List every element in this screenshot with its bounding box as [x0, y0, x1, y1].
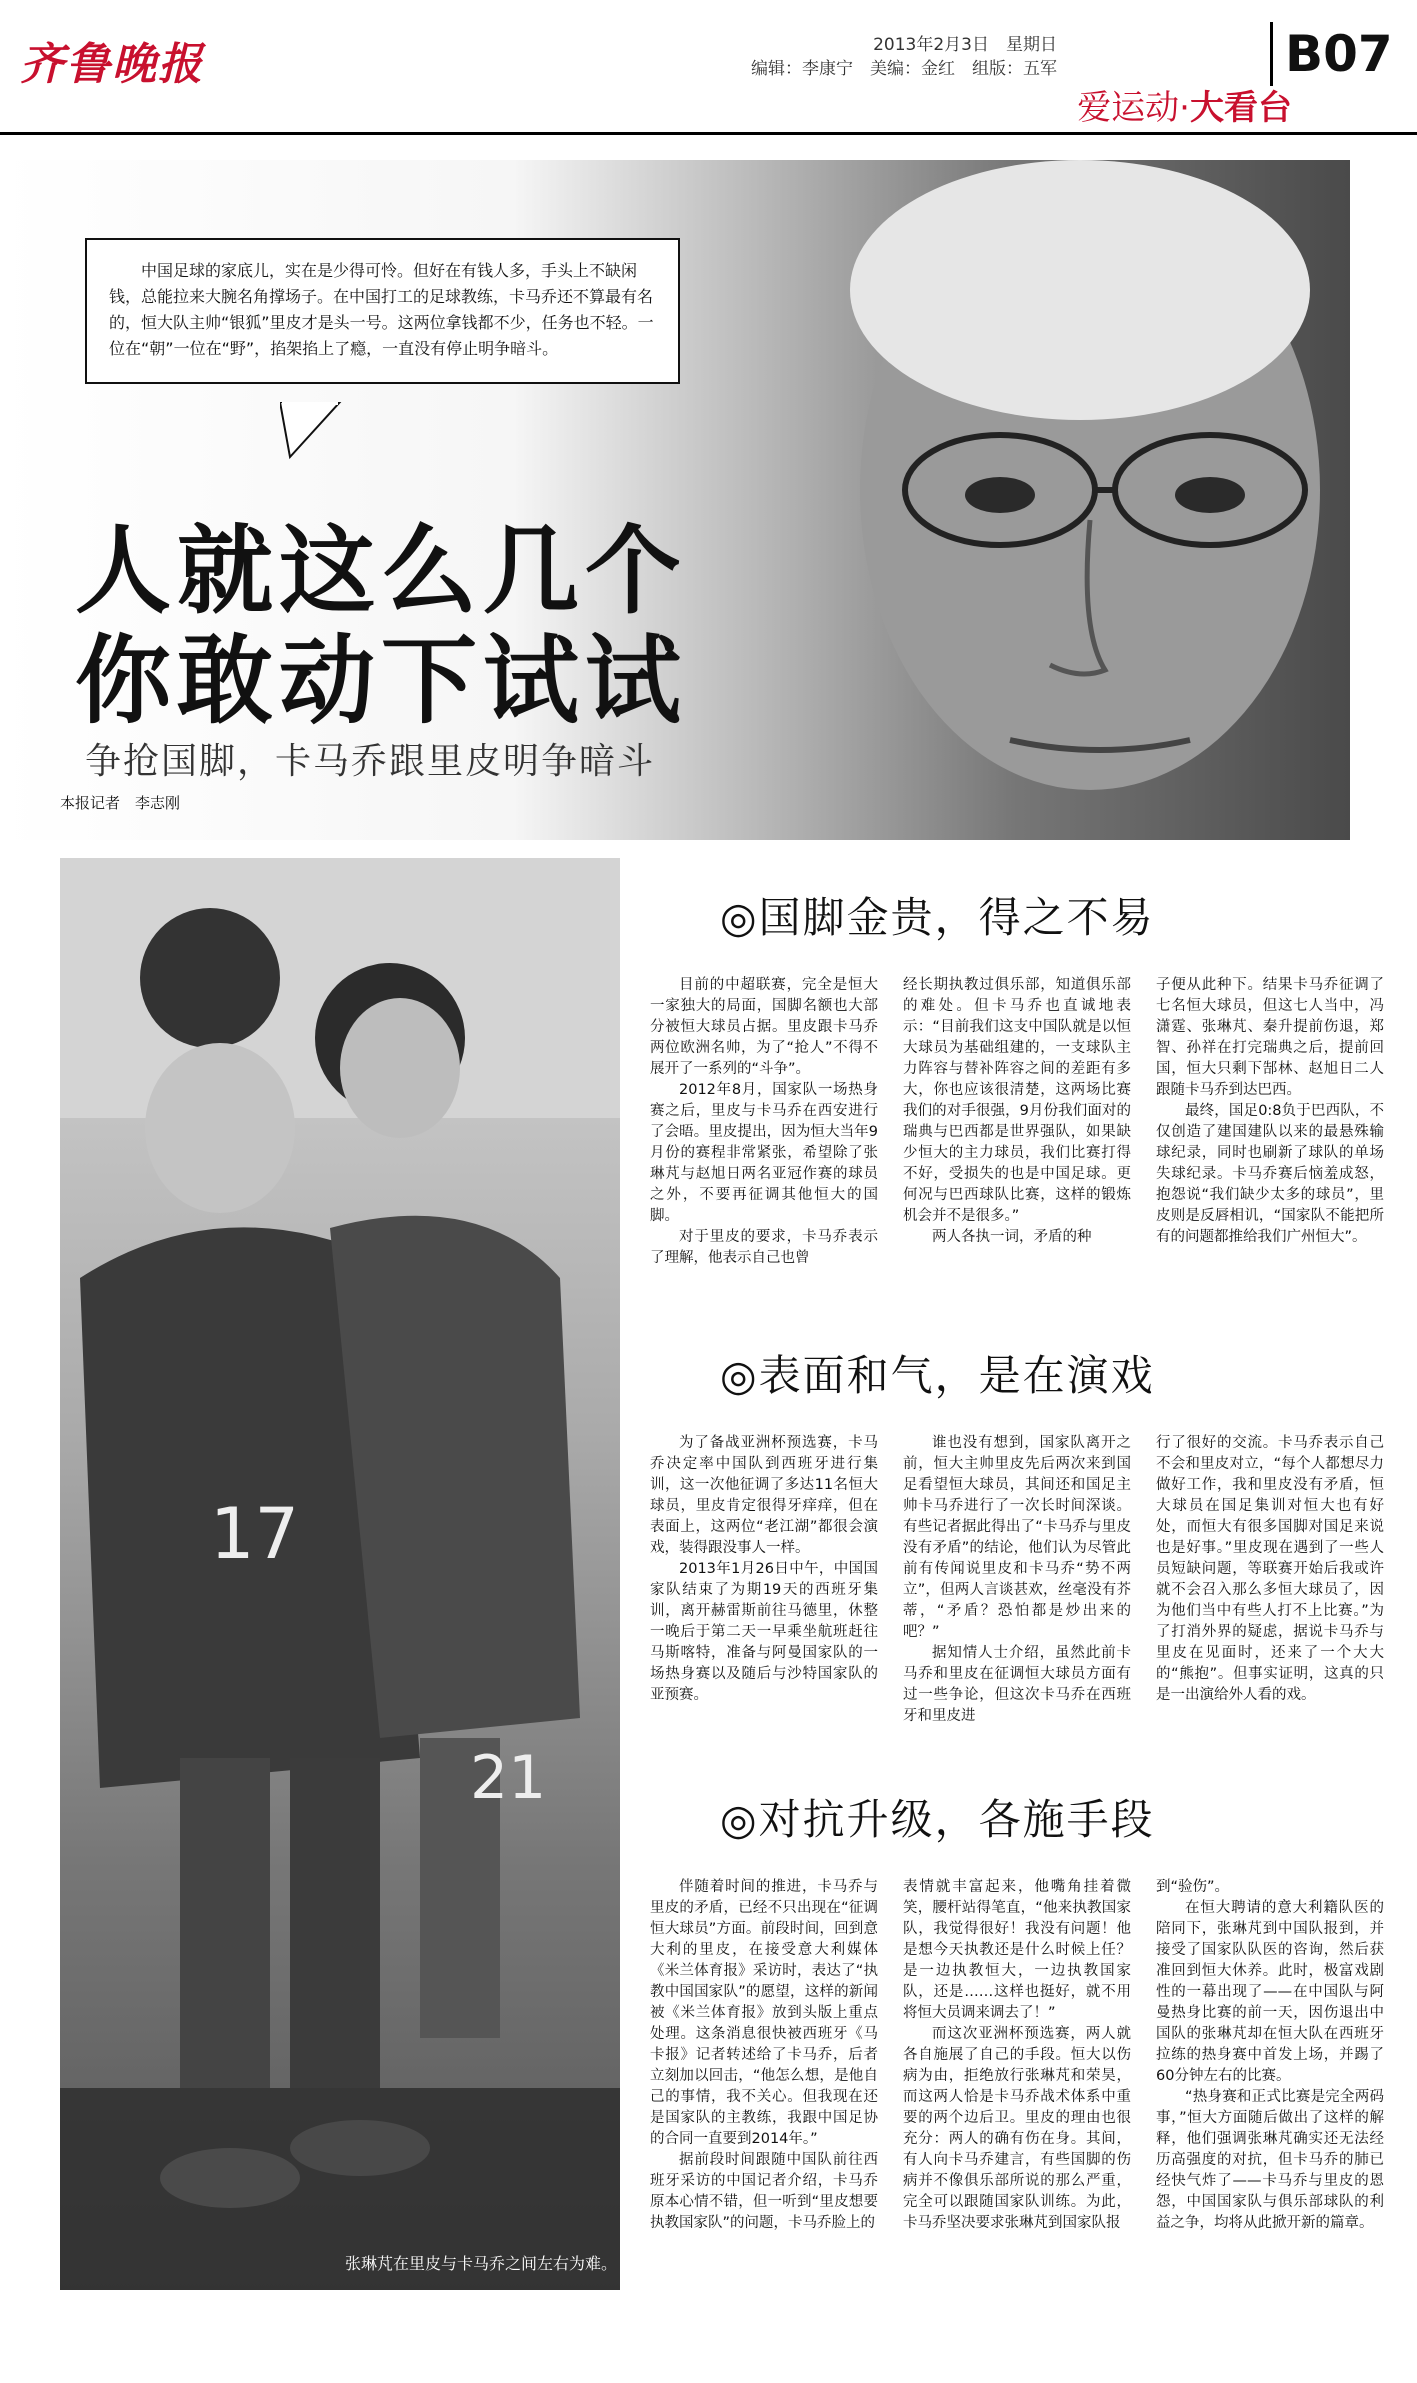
article-column — [650, 1433, 878, 1706]
section-heading-2: ◎表面和气，是在演戏 — [720, 1351, 1155, 1400]
article-column — [1156, 975, 1384, 1248]
quote-bubble: 中国足球的家底儿，实在是少得可怜。但好在有钱人多，手头上不缺闲钱，总能拉来大腕名角撑场子。在中国打工的足球教练，卡马乔还不算最有名的，恒大队主帅“银狐”里皮才是头一号。这两位拿钱都不少，任务也不轻。一位在“朝”一位在“野”，掐架掐上了瘾，一直没有停止明争暗斗。 — [85, 238, 680, 384]
article-column — [1156, 1433, 1384, 1706]
paragraph: 对于里皮的要求，卡马乔表示了理解，他表示自己也曾 — [650, 1229, 878, 1266]
paragraph: 2012年8月，国家队一场热身赛之后，里皮与卡马乔在西安进行了会晤。里皮提出，因为恒大当年9月份的赛程非常紧张，希望除了张琳芃与赵旭日两名亚冠作赛的球员之外，不要再征调其他恒大的国脚。 — [650, 1082, 878, 1224]
paragraph: 两人各执一词，矛盾的种 — [932, 1229, 1092, 1245]
paragraph: 子便从此种下。结果卡马乔征调了七名恒大球员，但这七人当中，冯潇霆、张琳芃、秦升提前伤退，郑智、孙祥在打完瑞典之后，提前回国，恒大只剩下郜林、赵旭日二人跟随卡马乔到达巴西。 — [1156, 977, 1384, 1098]
players-photo — [60, 858, 620, 2290]
article-column — [650, 975, 878, 1269]
section-title-a: 爱运动· — [1077, 88, 1190, 128]
paragraph: 表情就丰富起来，他嘴角挂着微笑，腰杆站得笔直，“他来执教国家队，我觉得很好！我没有问题！他是想今天执教还是什么时候上任？是一边执教恒大，一边执教国家队，还是……这样也挺好，就不用将恒大员调来调去了！” — [903, 1879, 1131, 2021]
paragraph: 据知情人士介绍，虽然此前卡马乔和里皮在征调恒大球员方面有过一些争论，但这次卡马乔在西班牙和里皮进 — [903, 1645, 1131, 1724]
paragraph: 到“验伤”。 — [1156, 1879, 1230, 1895]
section-heading-1: ◎国脚金贵，得之不易 — [720, 893, 1155, 942]
coach-portrait — [750, 160, 1350, 840]
subheadline: 争抢国脚，卡马乔跟里皮明争暗斗 — [85, 741, 656, 782]
section-heading-3: ◎对抗升级，各施手段 — [720, 1795, 1155, 1844]
headline-line-2: 你敢动下试试 — [75, 625, 687, 737]
paragraph: 目前的中超联赛，完全是恒大一家独大的局面，国脚名额也大部分被恒大球员占据。里皮跟卡马乔两位欧洲名帅，为了“抢人”不得不展开了一系列的“斗争”。 — [650, 977, 878, 1077]
paragraph: 伴随着时间的推进，卡马乔与里皮的矛盾，已经不只出现在“征调恒大球员”方面。前段时间，回到意大利的里皮，在接受意大利媒体《米兰体育报》采访时，表达了“执教中国国家队”的愿望，这样的新闻被《米兰体育报》放到头版上重点处理。这条消息很快被西班牙《马卡报》记者转述给了卡马乔，后者立刻加以回击，“他怎么想，是他自己的事情，我不关心。但我现在还是国家队的主教练，我跟中国足协的合同一直要到2014年。” — [650, 1879, 878, 2147]
article-column — [903, 1877, 1131, 2234]
headline-line-1: 人就这么几个 — [75, 515, 687, 627]
paragraph: 经长期执教过俱乐部，知道俱乐部的难处。但卡马乔也直诚地表示：“目前我们这支中国队就是以恒大球员为基础组建的，一支球队主力阵容与替补阵容之间的差距有多大，你也应该很清楚，这两场比赛我们的对手很强，9月份我们面对的瑞典与巴西都是世界强队，如果缺少恒大的主力球员，我们比赛打得不好，受损失的也是中国足球。更何况与巴西球队比赛，这样的锻炼机会并不是很多。” — [903, 977, 1131, 1224]
article-column — [903, 1433, 1131, 1727]
paragraph: 为了备战亚洲杯预选赛，卡马乔决定率中国队到西班牙进行集训，这一次他征调了多达11名恒大球员，里皮肯定很得牙痒痒，但在表面上，这两位“老江湖”都很会演戏，装得跟没事人一样。 — [650, 1435, 878, 1556]
page-number: B07 — [1270, 22, 1405, 86]
article-column — [650, 1877, 878, 2234]
byline: 本报记者 李志刚 — [60, 794, 181, 812]
section-title-b: 大看台 — [1190, 88, 1292, 128]
article-column — [1156, 1877, 1384, 2234]
date-line: 2013年2月3日 星期日 — [873, 35, 1057, 55]
article-column — [903, 975, 1131, 1248]
jersey-number-21: 21 — [470, 1743, 547, 1813]
editor-line: 编辑：李康宁 美编：金红 组版：五军 — [751, 59, 1057, 79]
masthead-logo: 齐鲁晚报 — [20, 39, 204, 90]
paragraph: 行了很好的交流。卡马乔表示自己不会和里皮对立，“每个人都想尽力做好工作，我和里皮没有矛盾，恒大球员在国足集训对恒大也有好处，而恒大有很多国脚对国足来说也是好事。”里皮现在遇到了一些人员短缺问题，等联赛开始后我或许就不会召入那么多恒大球员了，因为他们当中有些人打不上比赛。”为了打消外界的疑虑，据说卡马乔与里皮在见面时，还来了一个大大的“熊抱”。但事实证明，这真的只是一出演给外人看的戏。 — [1156, 1435, 1384, 1703]
jersey-number-17: 17 — [210, 1493, 300, 1575]
paragraph: 2013年1月26日中午，中国国家队结束了为期19天的西班牙集训，离开赫雷斯前往马德里，休整一晚后于第二天一早乘坐航班赶往马斯喀特，准备与阿曼国家队的一场热身赛以及随后与沙特国家队的亚预赛。 — [650, 1561, 878, 1703]
paragraph: 而这次亚洲杯预选赛，两人就各自施展了自己的手段。恒大以伤病为由，拒绝放行张琳芃和荣昊，而这两人恰是卡马乔战术体系中重要的两个边后卫。里皮的理由也很充分：两人的确有伤在身。其间，有人向卡马乔建言，有些国脚的伤病并不像俱乐部所说的那么严重，完全可以跟随国家队训练。为此，卡马乔坚决要求张琳芃到国家队报 — [903, 2026, 1131, 2231]
section-title — [1077, 80, 1292, 129]
header-rule — [0, 132, 1417, 135]
photo-caption: 张琳芃在里皮与卡马乔之间左右为难。 — [345, 2254, 618, 2273]
bubble-tail — [280, 402, 360, 462]
paragraph: 据前段时间跟随中国队前往西班牙采访的中国记者介绍，卡马乔原本心情不错，但一听到“里皮想要执教国家队”的问题，卡马乔脸上的 — [650, 2152, 878, 2231]
paragraph: “热身赛和正式比赛是完全两码事，”恒大方面随后做出了这样的解释，他们强调张琳芃确实还无法经历高强度的对抗，但卡马乔的肺已经快气炸了——卡马乔与里皮的恩怨，中国国家队与俱乐部球队的利益之争，均将从此掀开新的篇章。 — [1156, 2089, 1384, 2231]
paragraph: 谁也没有想到，国家队离开之前，恒大主帅里皮先后两次来到国足看望恒大球员，其间还和国足主帅卡马乔进行了一次长时间深谈。有些记者据此得出了“卡马乔与里皮没有矛盾”的结论，他们认为尽管此前有传闻说里皮和卡马乔“势不两立”，但两人言谈甚欢，丝毫没有芥蒂，“矛盾？恐怕都是炒出来的吧？” — [903, 1435, 1131, 1640]
paragraph: 最终，国足0:8负于巴西队，不仅创造了建国建队以来的最悬殊输球纪录，同时也刷新了球队的单场失球纪录。卡马乔赛后恼羞成怒，抱怨说“我们缺少太多的球员”，里皮则是反唇相讥，“国家队不能把所有的问题都推给我们广州恒大”。 — [1156, 1103, 1384, 1245]
paragraph: 在恒大聘请的意大利籍队医的陪同下，张琳芃到中国队报到，并接受了国家队队医的咨询，然后获准回到恒大休养。此时，极富戏剧性的一幕出现了——在中国队与阿曼热身比赛的前一天，因伤退出中国队的张琳芃却在恒大队在西班牙拉练的热身赛中首发上场，并踢了60分钟左右的比赛。 — [1156, 1900, 1384, 2084]
players-illustration — [60, 858, 620, 2290]
